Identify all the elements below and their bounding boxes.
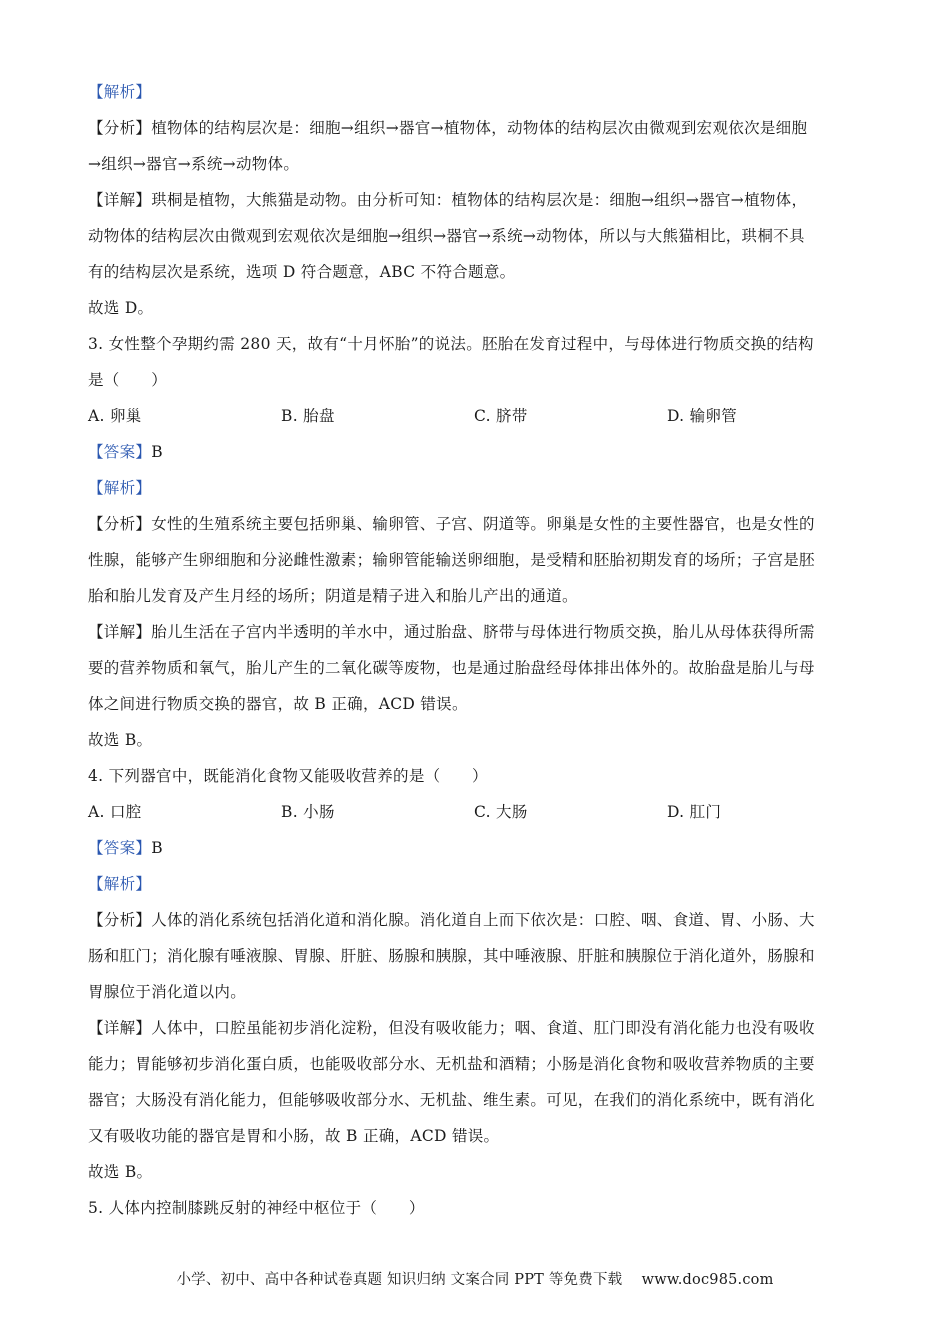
q2-detail-line: 有的结构层次是系统，选项 D 符合题意，ABC 不符合题意。 bbox=[88, 263, 516, 281]
q3-analysis-line: 胎和胎儿发育及产生月经的场所；阴道是精子进入和胎儿产出的通道。 bbox=[88, 587, 578, 605]
q4-option-b: B. 小肠 bbox=[281, 803, 335, 821]
document-body bbox=[88, 74, 860, 1226]
q4-analysis-line: 肠和肛门；消化腺有唾液腺、胃腺、肝脏、肠腺和胰腺，其中唾液腺、肝脏和胰腺位于消化道外，肠腺和 bbox=[88, 947, 815, 965]
q4-analysis-line: 胃腺位于消化道以内。 bbox=[88, 983, 247, 1001]
q2-detail-line: 【详解】珙桐是植物，大熊猫是动物。由分析可知：植物体的结构层次是：细胞→组织→器官→植物体， bbox=[88, 191, 808, 209]
page-footer bbox=[0, 1268, 950, 1289]
q3-stem: 是（ ） bbox=[88, 371, 168, 389]
q4-conclusion: 故选 B。 bbox=[88, 1163, 153, 1181]
q3-detail-line: 要的营养物质和氧气，胎儿产生的二氧化碳等废物，也是通过胎盘经母体排出体外的。故胎盘是胎儿与母 bbox=[88, 659, 815, 677]
q3-detail-line: 体之间进行物质交换的器官，故 B 正确，ACD 错误。 bbox=[88, 695, 468, 713]
q3-answer: 【答案】B bbox=[88, 443, 163, 461]
q3-options bbox=[88, 398, 860, 434]
footer-url[interactable]: www.doc985.com bbox=[641, 1272, 774, 1288]
q3-detail-line: 【详解】胎儿生活在子宫内半透明的羊水中，通过胎盘、脐带与母体进行物质交换，胎儿从母体获得所需 bbox=[88, 623, 815, 641]
q3-stem: 3. 女性整个孕期约需 280 天，故有“十月怀胎”的说法。胚胎在发育过程中，与母体进行物质交换的结构 bbox=[88, 335, 814, 353]
q2-conclusion: 故选 D。 bbox=[88, 299, 154, 317]
q3-option-c: C. 脐带 bbox=[474, 407, 528, 425]
q2-analysis-line: 【分析】植物体的结构层次是：细胞→组织→器官→植物体，动物体的结构层次由微观到宏观依次是细胞 bbox=[88, 119, 808, 137]
q3-analysis-line: 性腺，能够产生卵细胞和分泌雌性激素；输卵管能输送卵细胞，是受精和胚胎初期发育的场所；子宫是胚 bbox=[88, 551, 815, 569]
q2-analysis-line: →组织→器官→系统→动物体。 bbox=[88, 155, 300, 173]
q4-option-c: C. 大肠 bbox=[474, 803, 528, 821]
q4-stem: 4. 下列器官中，既能消化食物又能吸收营养的是（ ） bbox=[88, 767, 488, 785]
q4-options bbox=[88, 794, 860, 830]
footer-text: 小学、初中、高中各种试卷真题 知识归纳 文案合同 PPT 等免费下载 bbox=[176, 1272, 623, 1288]
q4-detail-line: 【详解】人体中，口腔虽能初步消化淀粉，但没有吸收能力；咽、食道、肛门即没有消化能力也没有吸收 bbox=[88, 1019, 815, 1037]
q3-analysis-line: 【分析】女性的生殖系统主要包括卵巢、输卵管、子宫、阴道等。卵巢是女性的主要性器官，也是女性的 bbox=[88, 515, 815, 533]
q4-answer: 【答案】B bbox=[88, 839, 163, 857]
analysis-heading: 【解析】 bbox=[88, 479, 152, 497]
q3-conclusion: 故选 B。 bbox=[88, 731, 153, 749]
analysis-heading: 【解析】 bbox=[88, 83, 152, 101]
q3-option-d: D. 输卵管 bbox=[667, 407, 738, 425]
q3-option-b: B. 胎盘 bbox=[281, 407, 335, 425]
analysis-heading: 【解析】 bbox=[88, 875, 152, 893]
q3-option-a: A. 卵巢 bbox=[88, 407, 142, 425]
q4-detail-line: 器官；大肠没有消化能力，但能够吸收部分水、无机盐、维生素。可见，在我们的消化系统中，既有消化 bbox=[88, 1091, 815, 1109]
q2-detail-line: 动物体的结构层次由微观到宏观依次是细胞→组织→器官→系统→动物体，所以与大熊猫相比，珙桐不具 bbox=[88, 227, 805, 245]
q4-option-a: A. 口腔 bbox=[88, 803, 142, 821]
q4-detail-line: 又有吸收功能的器官是胃和小肠，故 B 正确，ACD 错误。 bbox=[88, 1127, 500, 1145]
q4-option-d: D. 肛门 bbox=[667, 803, 722, 821]
q4-analysis-line: 【分析】人体的消化系统包括消化道和消化腺。消化道自上而下依次是：口腔、咽、食道、胃、小肠、大 bbox=[88, 911, 815, 929]
q5-stem: 5. 人体内控制膝跳反射的神经中枢位于（ ） bbox=[88, 1199, 425, 1217]
q4-detail-line: 能力；胃能够初步消化蛋白质，也能吸收部分水、无机盐和酒精；小肠是消化食物和吸收营养物质的主要 bbox=[88, 1055, 815, 1073]
